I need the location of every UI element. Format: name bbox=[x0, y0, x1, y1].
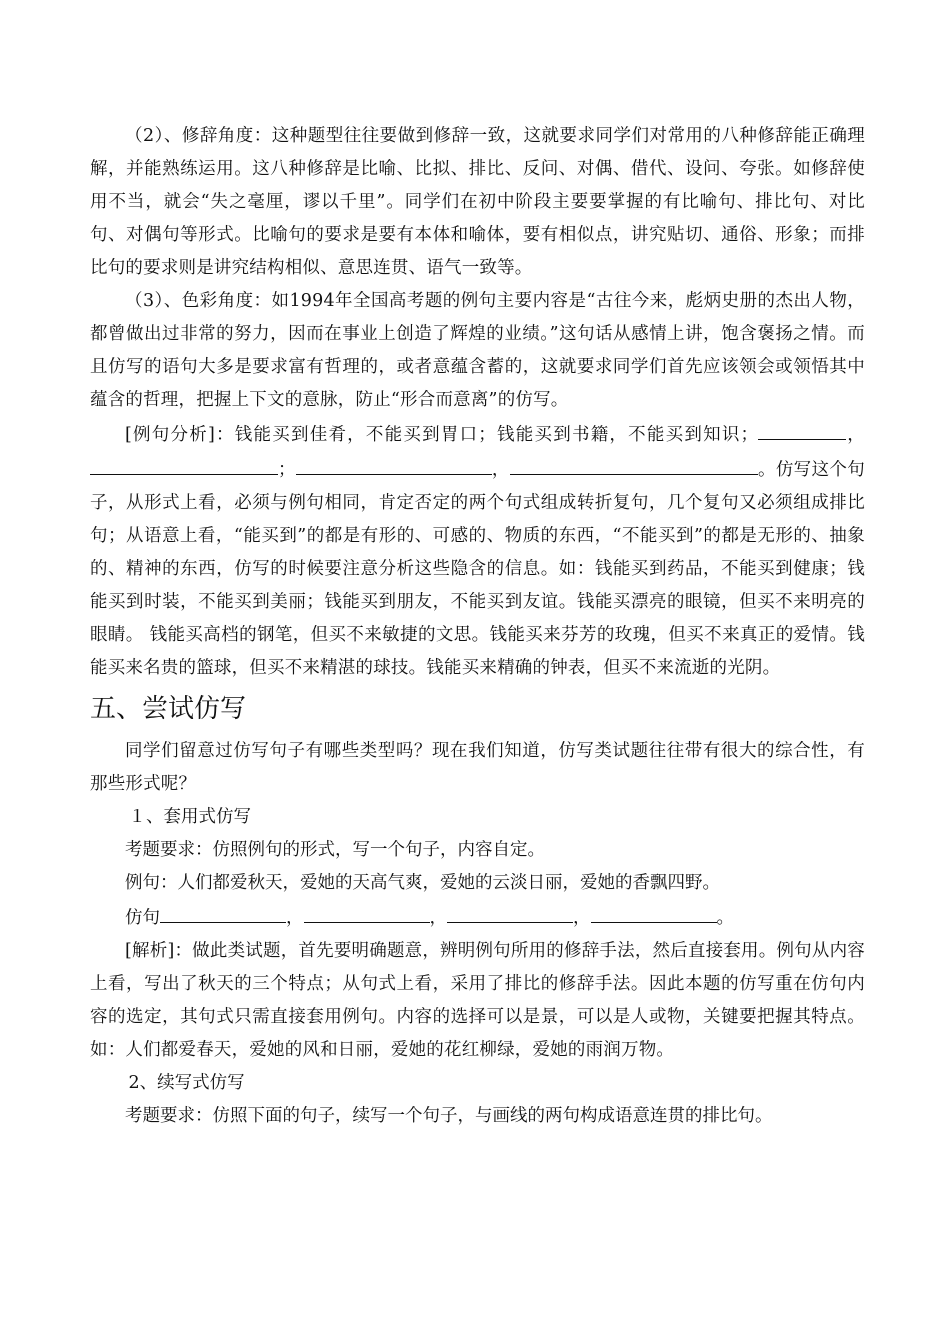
punctuation: ， bbox=[286, 908, 304, 928]
answer-blank[interactable] bbox=[160, 900, 286, 923]
paragraph-color-angle: （3）、色彩角度：如1994年全国高考题的例句主要内容是“古往今来，彪炳史册的杰出人物，都曾做出过非常的努力，因而在事业上创造了辉煌的业绩。”这句话从感情上讲，饱含褒扬之情。而且仿写的语句大多是要求富有哲理的，或者意蕴含蓄的，这就要求同学们首先应该领会或领悟其中蕴含的哲理，把握上下文的意脉，防止“形合而意离”的仿写。 bbox=[90, 291, 865, 410]
example-analysis-body: 。仿写这个句子，从形式上看，必须与例句相同，肯定否定的两个句式组成转折复句，几个复句又必须组成排比句；从语意上看，“能买到”的都是有形的、可感的、物质的东西，“不能买到”的都是无形的、抽象的、精神的东西，仿写的时候要注意分析这些隐含的信息。如：钱能买到药品，不能买到健康；钱能买到时装，不能买到美丽；钱能买到朋友，不能买到友谊。钱能买漂亮的眼镜，但买不来明亮的眼睛。 钱能买高档的钢笔，但买不来敏捷的文思。钱能买来芬芳的玫瑰，但买不来真正的爱情。钱能买来名贵的篮球，但买不来精湛的球技。钱能买来精确的钟表，但买不来流逝的光阴。 bbox=[90, 460, 866, 678]
answer-blank[interactable] bbox=[758, 417, 846, 440]
item2-title: 2、续写式仿写 bbox=[128, 1073, 245, 1093]
answer-blank[interactable] bbox=[447, 900, 573, 923]
section-intro: 同学们留意过仿写句子有哪些类型吗？现在我们知道，仿写类试题往往带有很大的综合性，有那些形式呢？ bbox=[90, 741, 865, 794]
answer-blank[interactable] bbox=[304, 900, 430, 923]
punctuation: ， bbox=[573, 908, 591, 928]
section-heading: 五、尝试仿写 bbox=[90, 694, 247, 724]
item1-analysis: [解析]：做此类试题，首先要明确题意，辨明例句所用的修辞手法，然后直接套用。例句从内容上看，写出了秋天的三个特点；从句式上看，采用了排比的修辞手法。因此本题的仿写重在仿句内容的选定，其句式只需直接套用例句。内容的选择可以是景，可以是人或物，关键要把握其特点。如：人们都爱春天，爱她的风和日丽，爱她的花红柳绿，爱她的雨润万物。 bbox=[90, 941, 865, 1060]
item2-requirement: 考题要求：仿照下面的句子，续写一个句子，与画线的两句构成语意连贯的排比句。 bbox=[125, 1106, 773, 1126]
item1-title: １、套用式仿写 bbox=[128, 807, 251, 827]
answer-blank[interactable] bbox=[510, 452, 758, 475]
punctuation: ， bbox=[491, 460, 510, 480]
item1-imitate-line bbox=[90, 900, 865, 935]
paragraph-rhetoric-angle: （2）、修辞角度：这种题型往往要做到修辞一致，这就要求同学们对常用的八种修辞能正确理解，并能熟练运用。这八种修辞是比喻、比拟、排比、反问、对偶、借代、设问、夸张。如修辞使用不当，就会“失之毫厘，谬以千里”。同学们在初中阶段主要要掌握的有比喻句、排比句、对比句、对偶句等形式。比喻句的要求是要有本体和喻体，要有相似点，讲究贴切、通俗、形象；而排比句的要求则是讲究结构相似、意思连贯、语气一致等。 bbox=[90, 126, 865, 278]
document-page bbox=[90, 120, 865, 1133]
answer-blank[interactable] bbox=[591, 900, 717, 923]
imitate-label: 仿句 bbox=[125, 908, 160, 928]
item1-requirement: 考题要求：仿照例句的形式，写一个句子，内容自定。 bbox=[125, 840, 545, 860]
punctuation: ， bbox=[846, 425, 865, 445]
paragraph-example-analysis bbox=[90, 417, 865, 685]
answer-blank[interactable] bbox=[296, 452, 492, 475]
punctuation: ； bbox=[278, 460, 296, 480]
example-analysis-intro: [例句分析]：钱能买到佳肴，不能买到胃口；钱能买到书籍，不能买到知识； bbox=[125, 425, 759, 445]
punctuation: 。 bbox=[716, 908, 734, 928]
item1-example: 例句：人们都爱秋天，爱她的天高气爽，爱她的云淡日丽，爱她的香飘四野。 bbox=[125, 873, 720, 893]
answer-blank[interactable] bbox=[90, 452, 278, 475]
punctuation: ， bbox=[429, 908, 447, 928]
